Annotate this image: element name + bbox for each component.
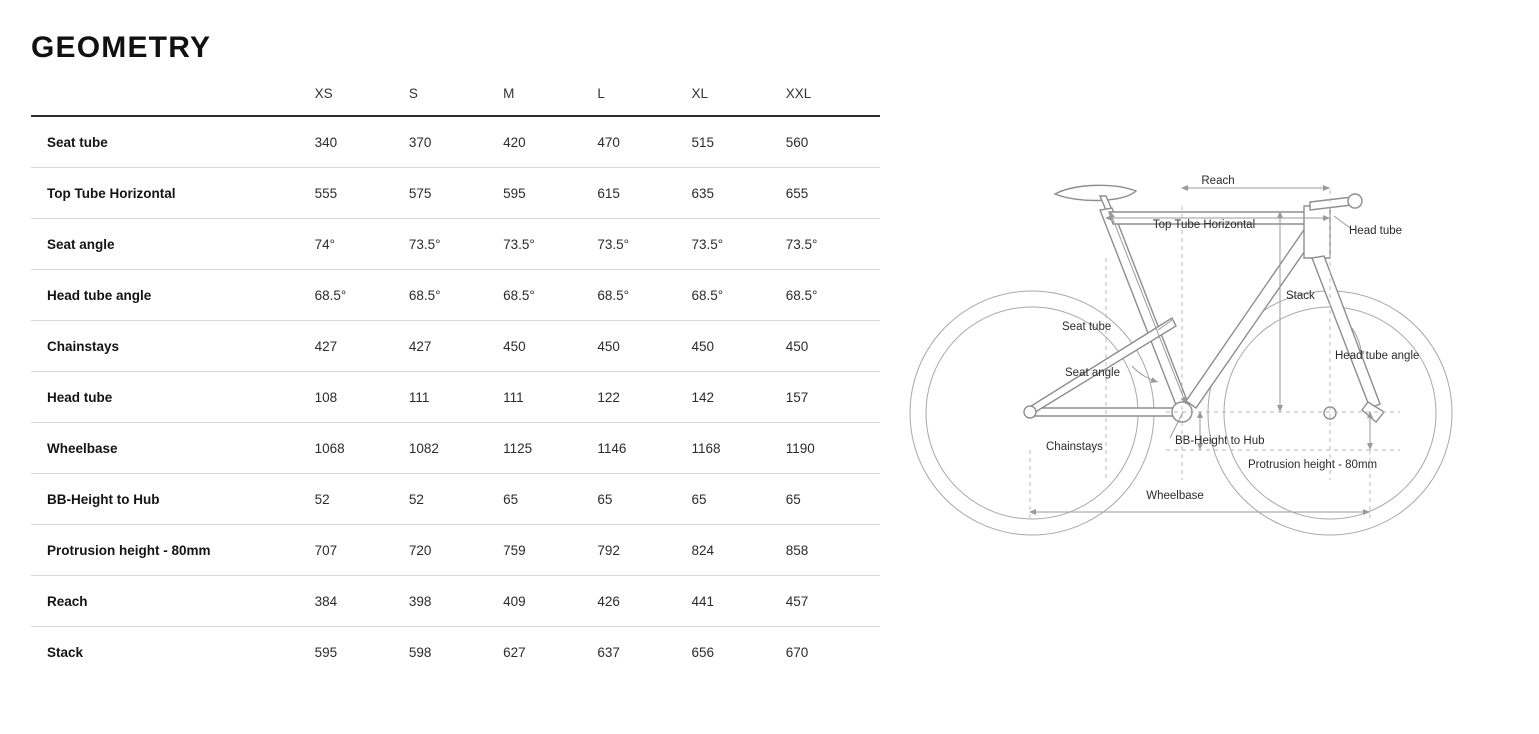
cell-s: 427	[409, 321, 503, 372]
cell-m: 450	[503, 321, 597, 372]
cell-xs: 52	[315, 474, 409, 525]
label-seat-angle: Seat angle	[1065, 367, 1120, 379]
cell-xxl: 670	[785, 645, 809, 660]
cell-xs: 68.5°	[315, 270, 409, 321]
cell-l: 73.5°	[597, 219, 691, 270]
label-head-tube-angle: Head tube angle	[1335, 350, 1420, 362]
cell-m: 420	[503, 116, 597, 168]
cell-m: 759	[503, 525, 597, 576]
column-header-xs: XS	[314, 86, 333, 101]
row-label: Top Tube Horizontal	[31, 168, 315, 219]
row-label: Reach	[31, 576, 315, 627]
cell-s: 598	[408, 645, 432, 660]
cell-xl: 142	[692, 372, 786, 423]
cell-xxl: 858	[786, 525, 880, 576]
cell-s: 68.5°	[409, 270, 503, 321]
label-protrusion-height: Protrusion height - 80mm	[1248, 459, 1378, 471]
column-header-l: L	[597, 86, 605, 101]
cell-s: 720	[409, 525, 503, 576]
table-row	[31, 270, 880, 321]
cell-l: 450	[597, 321, 691, 372]
cell-xs: 427	[315, 321, 409, 372]
cell-xl: 450	[692, 321, 786, 372]
row-label: Head tube	[31, 372, 315, 423]
table-row	[31, 525, 880, 576]
bike-geometry-diagram	[900, 150, 1520, 550]
cell-xxl: 457	[786, 576, 880, 627]
cell-s: 73.5°	[409, 219, 503, 270]
handlebar	[1348, 194, 1362, 208]
cell-s: 111	[409, 372, 503, 423]
geometry-table-container	[31, 86, 880, 677]
row-label: BB-Height to Hub	[31, 474, 315, 525]
cell-l: 426	[597, 576, 691, 627]
row-label: Stack	[47, 645, 84, 660]
cell-xxl: 560	[786, 116, 880, 168]
table-row	[31, 474, 880, 525]
row-label: Head tube angle	[31, 270, 315, 321]
label-wheelbase: Wheelbase	[1146, 490, 1204, 502]
label-stack: Stack	[1286, 290, 1315, 302]
cell-s: 370	[409, 116, 503, 168]
table-body	[31, 116, 880, 677]
column-header-xl: XL	[691, 86, 709, 101]
label-seat-tube: Seat tube	[1062, 321, 1112, 333]
column-header-m: M	[503, 86, 515, 101]
head-tube	[1304, 206, 1330, 258]
rear-hub	[1024, 406, 1036, 418]
cell-xs: 108	[315, 372, 409, 423]
cell-xs: 595	[314, 645, 338, 660]
table-row	[31, 423, 880, 474]
cell-l: 65	[597, 474, 691, 525]
cell-xl: 824	[692, 525, 786, 576]
cell-xl: 656	[691, 645, 715, 660]
cell-xs: 1068	[315, 423, 409, 474]
cell-l: 615	[597, 168, 691, 219]
table-row	[31, 116, 880, 168]
cell-m: 68.5°	[503, 270, 597, 321]
cell-xl: 1168	[692, 423, 786, 474]
cell-xxl: 73.5°	[786, 219, 880, 270]
table-header	[31, 86, 880, 116]
row-label: Wheelbase	[31, 423, 315, 474]
cell-l: 68.5°	[597, 270, 691, 321]
cell-s: 52	[409, 474, 503, 525]
table-header-row	[31, 86, 880, 116]
cell-m: 409	[503, 576, 597, 627]
row-label: Protrusion height - 80mm	[31, 525, 315, 576]
stem	[1310, 197, 1352, 210]
arc-seat-angle	[1132, 366, 1158, 382]
label-top-tube-horizontal: Top Tube Horizontal	[1152, 219, 1256, 231]
label-chainstays: Chainstays	[1046, 441, 1103, 453]
table-row	[31, 168, 880, 219]
row-label: Seat angle	[31, 219, 315, 270]
table-row	[31, 576, 880, 627]
cell-xs: 340	[315, 116, 409, 168]
cell-xxl: 68.5°	[786, 270, 880, 321]
cell-l: 470	[597, 116, 691, 168]
cell-m: 65	[503, 474, 597, 525]
cell-l: 122	[597, 372, 691, 423]
front-dropout	[1362, 402, 1384, 422]
cell-xl: 635	[692, 168, 786, 219]
table-row	[31, 372, 880, 423]
cell-xxl: 1190	[786, 423, 880, 474]
cell-xs: 384	[315, 576, 409, 627]
cell-xxl: 157	[786, 372, 880, 423]
label-head-tube: Head tube	[1349, 225, 1403, 237]
cell-xl: 441	[692, 576, 786, 627]
cell-m: 73.5°	[503, 219, 597, 270]
table-row	[31, 627, 880, 678]
column-header-s: S	[408, 86, 418, 101]
cell-l: 637	[597, 645, 620, 660]
cell-s: 1082	[409, 423, 503, 474]
cell-xxl: 655	[786, 168, 880, 219]
table-row	[31, 219, 880, 270]
cell-xl: 515	[692, 116, 786, 168]
row-label: Seat tube	[31, 116, 315, 168]
cell-m: 627	[503, 645, 526, 660]
cell-m: 111	[503, 372, 597, 423]
cell-xxl: 450	[786, 321, 880, 372]
cell-l: 792	[597, 525, 691, 576]
cell-xl: 65	[692, 474, 786, 525]
label-bb-height-to-hub: BB-Height to Hub	[1175, 435, 1265, 447]
geometry-table	[31, 86, 880, 677]
cell-s: 398	[409, 576, 503, 627]
saddle	[1055, 185, 1136, 200]
cell-xs: 74°	[315, 219, 409, 270]
cell-l: 1146	[597, 423, 691, 474]
cell-xl: 73.5°	[692, 219, 786, 270]
page-title: GEOMETRY	[31, 31, 212, 64]
label-reach: Reach	[1201, 175, 1235, 187]
row-label: Chainstays	[31, 321, 315, 372]
column-header-measure	[31, 86, 315, 116]
cell-xs: 555	[315, 168, 409, 219]
cell-xxl: 65	[786, 474, 880, 525]
cell-xs: 707	[315, 525, 409, 576]
cell-m: 595	[503, 168, 597, 219]
fork	[1312, 256, 1380, 408]
leader-head-tube	[1334, 216, 1350, 228]
cell-s: 575	[409, 168, 503, 219]
down-tube	[1186, 224, 1318, 408]
table-row	[31, 321, 880, 372]
column-header-xxl: XXL	[785, 86, 812, 101]
cell-xl: 68.5°	[692, 270, 786, 321]
cell-m: 1125	[503, 423, 597, 474]
